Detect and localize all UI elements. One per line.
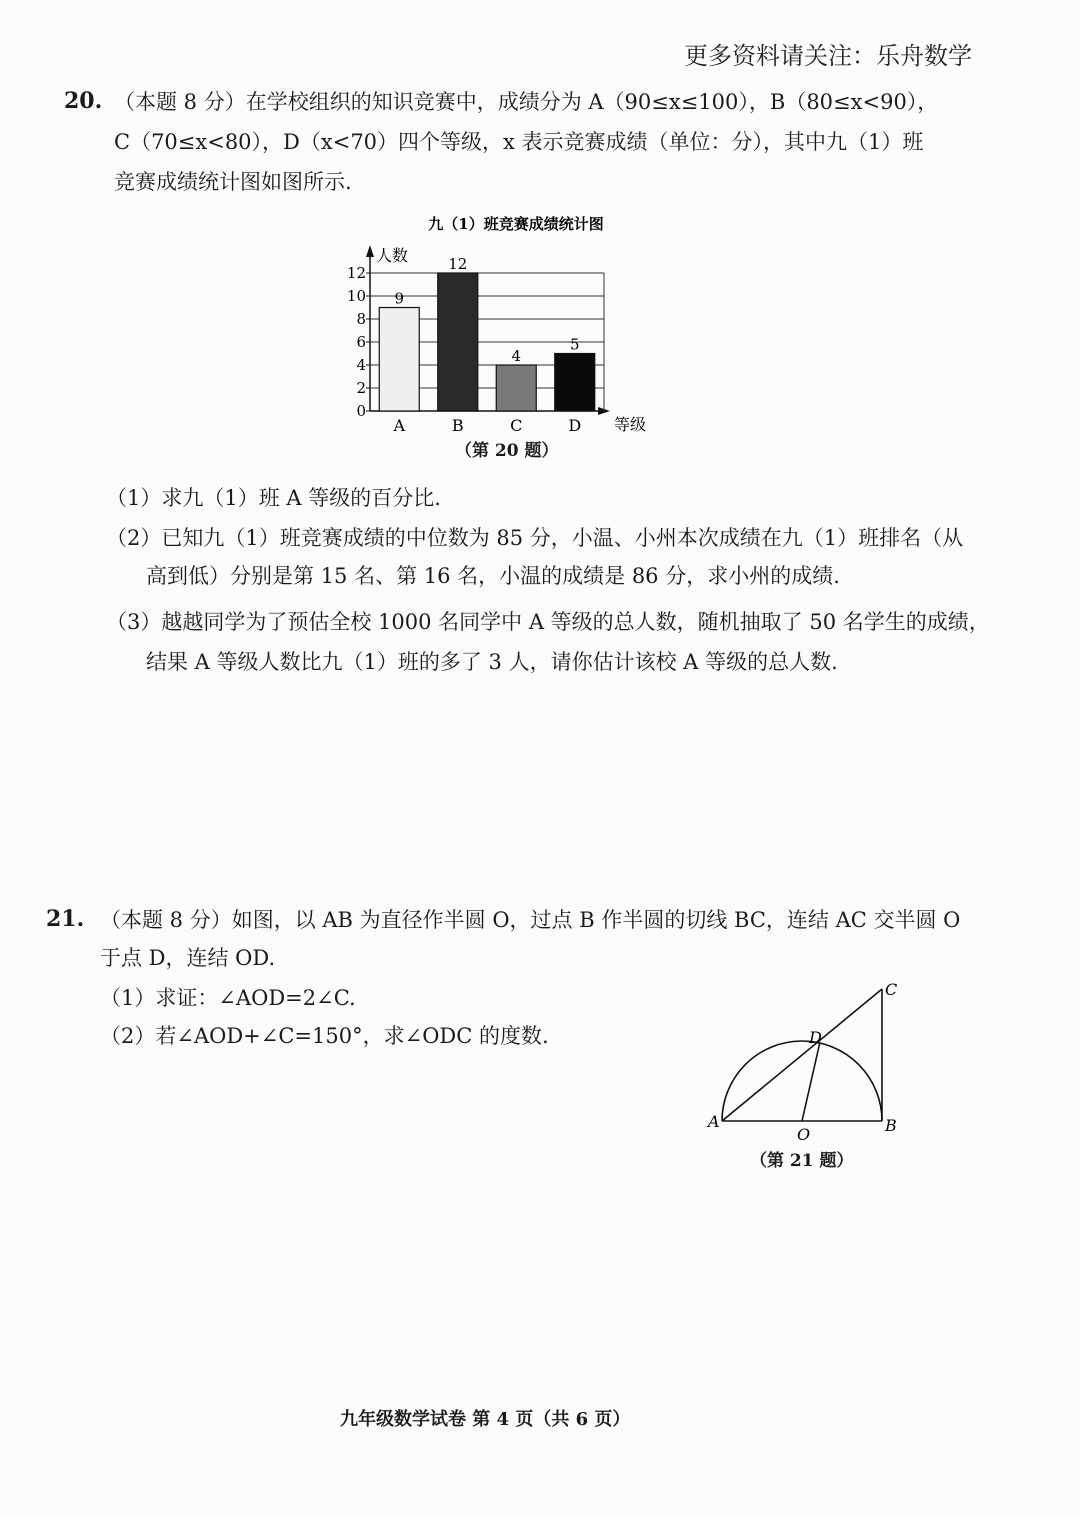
point-label-a: A — [708, 1112, 720, 1131]
q20-sub-1: （1）求九（1）班 A 等级的百分比. — [106, 486, 441, 510]
q21-line-1: （本题 8 分）如图，以 AB 为直径作半圆 O，过点 B 作半圆的切线 BC，连结 AC 交半圆 O — [100, 908, 961, 932]
chart-title: 九（1）班竞赛成绩统计图 — [428, 215, 604, 233]
q21-figure-caption: （第 21 题） — [750, 1151, 854, 1171]
question-21-number: 21. — [46, 906, 85, 932]
bar-b — [438, 273, 478, 411]
q20-line-2: C（70≤x<80），D（x<70）四个等级，x 表示竞赛成绩（单位：分），其中九（1）班 — [114, 130, 924, 154]
data-label: 4 — [511, 347, 522, 365]
y-tick-label: 0 — [356, 402, 366, 420]
y-axis-arrow-icon — [366, 245, 374, 257]
bar-d — [555, 354, 595, 412]
point-label-d: D — [809, 1028, 822, 1047]
line-ac — [722, 989, 882, 1121]
x-tick-label: B — [451, 416, 464, 435]
semicircle-figure — [700, 975, 920, 1140]
grade-bar-chart — [340, 205, 670, 465]
point-label-o: O — [797, 1125, 811, 1140]
q20-sub-3-line-1: （3）越越同学为了预估全校 1000 名同学中 A 等级的总人数，随机抽取了 50 名学生的成绩， — [106, 610, 990, 634]
x-axis-label: 等级 — [614, 415, 647, 434]
bar-a — [379, 308, 419, 412]
y-tick-label: 10 — [346, 287, 366, 305]
q20-figure-caption: （第 20 题） — [455, 441, 559, 461]
y-axis-label: 人数 — [376, 246, 409, 265]
q20-line-1: （本题 8 分）在学校组织的知识竞赛中，成绩分为 A（90≤x≤100），B（80≤x<90）， — [114, 90, 939, 114]
q21-sub-1: （1）求证：∠AOD=2∠C. — [100, 986, 356, 1010]
q21-line-2: 于点 D，连结 OD. — [100, 946, 276, 970]
follow-header: 更多资料请关注：乐舟数学 — [684, 42, 972, 70]
semicircle-arc — [722, 1041, 882, 1121]
question-20-number: 20. — [64, 88, 103, 114]
q20-sub-2-line-2: 高到低）分别是第 15 名、第 16 名，小温的成绩是 86 分，求小州的成绩. — [146, 564, 840, 588]
q20-sub-3-line-2: 结果 A 等级人数比九（1）班的多了 3 人，请你估计该校 A 等级的总人数. — [146, 650, 838, 674]
q21-sub-2: （2）若∠AOD+∠C=150°，求∠ODC 的度数. — [100, 1024, 549, 1048]
point-label-b: B — [885, 1116, 897, 1135]
x-tick-label: A — [393, 416, 406, 435]
page-footer: 九年级数学试卷 第 4 页（共 6 页） — [340, 1409, 631, 1430]
y-tick-label: 8 — [356, 310, 366, 328]
x-tick-label: C — [510, 416, 523, 435]
y-tick-label: 2 — [356, 379, 366, 397]
point-label-c: C — [885, 980, 898, 999]
y-tick-label: 6 — [356, 333, 366, 351]
line-od — [802, 1042, 820, 1121]
y-tick-label: 12 — [346, 264, 366, 282]
x-tick-label: D — [568, 416, 582, 435]
data-label: 12 — [448, 255, 468, 273]
y-tick-label: 4 — [356, 356, 366, 374]
q20-sub-2-line-1: （2）已知九（1）班竞赛成绩的中位数为 85 分，小温、小州本次成绩在九（1）班排名（从 — [106, 526, 964, 550]
bar-c — [496, 365, 536, 411]
data-label: 9 — [394, 289, 405, 308]
data-label: 5 — [569, 335, 580, 354]
q20-line-3: 竞赛成绩统计图如图所示. — [114, 170, 352, 194]
